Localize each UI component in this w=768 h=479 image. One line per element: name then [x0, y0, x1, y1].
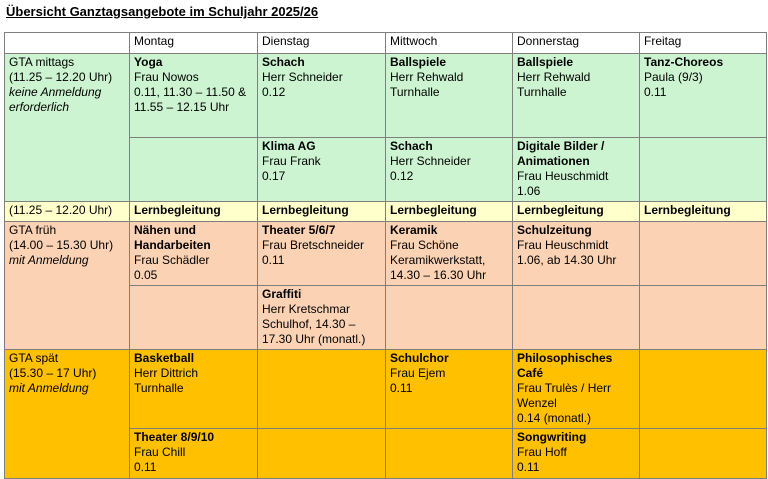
- activity-time: 14.30 – 16.30 Uhr: [390, 268, 487, 282]
- header-row: [5, 33, 767, 54]
- activity-cell: [513, 138, 640, 202]
- activity-name: Schach: [390, 139, 433, 153]
- activity-name: Theater 8/9/10: [134, 430, 215, 444]
- row-note: mit Anmeldung: [9, 381, 89, 395]
- activity-room: 0.14 (monatl.): [517, 411, 592, 425]
- activity-cell: [386, 350, 513, 429]
- frueh-row-1: [5, 222, 767, 286]
- row-time: (15.30 – 17 Uhr): [9, 366, 97, 380]
- row-time: (11.25 – 12.20 Uhr): [9, 70, 113, 84]
- activity-room: Schulhof, 14.30 –: [262, 317, 356, 331]
- header-day: Dienstag: [258, 33, 386, 54]
- activity-room: 0.11: [390, 381, 413, 395]
- row-time: (14.00 – 15.30 Uhr): [9, 238, 114, 252]
- activity-cell: [258, 222, 386, 286]
- activity-cell-empty: [640, 222, 767, 286]
- mittags-label-cell: [5, 54, 130, 202]
- activity-name: Keramik: [390, 223, 438, 237]
- spaet-row-1: [5, 350, 767, 429]
- activity-cell-empty: [513, 286, 640, 350]
- lernbegleitung-row: [5, 202, 767, 222]
- activity-teacher: Herr Kretschmar: [262, 302, 351, 316]
- header-day: Mittwoch: [386, 33, 513, 54]
- activity-name: Klima AG: [262, 139, 316, 153]
- activity-room: 0.11, 11.30 – 11.50 &: [134, 85, 247, 99]
- activity-name: Ballspiele: [390, 55, 447, 69]
- lern-cell: Lernbegleitung: [386, 202, 513, 222]
- activity-room: 0.12: [262, 85, 286, 99]
- activity-room: Turnhalle: [134, 381, 184, 395]
- activity-cell-empty: [130, 286, 258, 350]
- activity-name: Nähen und: [134, 223, 196, 237]
- activity-room: Keramikwerkstatt,: [390, 253, 486, 267]
- activity-teacher: Frau Trulès / Herr: [517, 381, 612, 395]
- activity-room: 1.06, ab 14.30 Uhr: [517, 253, 617, 267]
- activity-name: Ballspiele: [517, 55, 574, 69]
- activity-name: Animationen: [517, 154, 590, 168]
- header-corner: [5, 33, 130, 54]
- lern-cell: Lernbegleitung: [258, 202, 386, 222]
- activity-teacher: Frau Ejem: [390, 366, 446, 380]
- activity-teacher: Frau Heuschmidt: [517, 238, 609, 252]
- lern-cell: Lernbegleitung: [640, 202, 767, 222]
- activity-cell-empty: [386, 286, 513, 350]
- activity-room: 0.11: [262, 253, 285, 267]
- activity-teacher: Frau Heuschmidt: [517, 169, 609, 183]
- activity-cell: [513, 429, 640, 479]
- activity-name: Tanz-Choreos: [644, 55, 724, 69]
- schedule-table: [4, 32, 767, 479]
- row-note: erforderlich: [9, 100, 70, 114]
- activity-cell-empty: [258, 350, 386, 429]
- activity-room: 0.17: [262, 169, 286, 183]
- activity-cell: [258, 286, 386, 350]
- spaet-label-cell: [5, 350, 130, 479]
- activity-cell: [386, 138, 513, 202]
- activity-cell: [640, 54, 767, 138]
- activity-room: 0.11: [644, 85, 667, 99]
- page-title: Übersicht Ganztagsangebote im Schuljahr 2025/26: [6, 4, 319, 19]
- activity-teacher: Herr Schneider: [390, 154, 471, 168]
- lern-time-cell: (11.25 – 12.20 Uhr): [5, 202, 130, 222]
- activity-teacher: Frau Schöne: [390, 238, 459, 252]
- activity-room: Turnhalle: [517, 85, 567, 99]
- activity-cell: [130, 350, 258, 429]
- activity-teacher: Frau Schädler: [134, 253, 210, 267]
- lern-cell: Lernbegleitung: [130, 202, 258, 222]
- activity-cell: [513, 54, 640, 138]
- activity-name: Handarbeiten: [134, 238, 211, 252]
- activity-cell-empty: [386, 429, 513, 479]
- activity-teacher: Frau Hoff: [517, 445, 567, 459]
- activity-teacher: Herr Rehwald: [390, 70, 464, 84]
- activity-room: 1.06: [517, 184, 541, 198]
- row-note: keine Anmeldung: [9, 85, 102, 99]
- header-day: Freitag: [640, 33, 767, 54]
- activity-cell-empty: [130, 138, 258, 202]
- activity-teacher: Herr Dittrich: [134, 366, 199, 380]
- activity-cell: [130, 222, 258, 286]
- activity-name: Theater 5/6/7: [262, 223, 336, 237]
- activity-teacher: Paula (9/3): [644, 70, 703, 84]
- row-note: mit Anmeldung: [9, 253, 89, 267]
- activity-cell-empty: [640, 286, 767, 350]
- activity-teacher: Frau Bretschneider: [262, 238, 365, 252]
- activity-cell: [258, 138, 386, 202]
- activity-cell: [386, 54, 513, 138]
- row-label: GTA mittags: [9, 55, 75, 69]
- activity-name: Café: [517, 366, 544, 380]
- activity-name: Schulchor: [390, 351, 449, 365]
- activity-cell: [258, 54, 386, 138]
- activity-room: Turnhalle: [390, 85, 440, 99]
- activity-cell-empty: [640, 138, 767, 202]
- activity-teacher: Herr Rehwald: [517, 70, 591, 84]
- row-label: GTA früh: [9, 223, 57, 237]
- activity-cell-empty: [640, 350, 767, 429]
- activity-time: 17.30 Uhr (monatl.): [262, 332, 366, 346]
- activity-teacher: Frau Chill: [134, 445, 186, 459]
- activity-name: Graffiti: [262, 287, 302, 301]
- row-label: GTA spät: [9, 351, 59, 365]
- activity-name: Basketball: [134, 351, 195, 365]
- activity-name: Yoga: [134, 55, 163, 69]
- activity-cell-empty: [258, 429, 386, 479]
- header-day: Donnerstag: [513, 33, 640, 54]
- activity-name: Schach: [262, 55, 305, 69]
- activity-name: Philosophisches: [517, 351, 613, 365]
- activity-name: Songwriting: [517, 430, 587, 444]
- activity-time: 11.55 – 12.15 Uhr: [134, 100, 230, 114]
- activity-cell: [130, 54, 258, 138]
- activity-room: 0.11: [134, 460, 157, 474]
- activity-teacher: Frau Nowos: [134, 70, 199, 84]
- activity-name: Digitale Bilder /: [517, 139, 605, 153]
- activity-cell: [513, 222, 640, 286]
- mittags-row-1: [5, 54, 767, 138]
- activity-room: 0.11: [517, 460, 540, 474]
- activity-name: Schulzeitung: [517, 223, 592, 237]
- header-day: Montag: [130, 33, 258, 54]
- activity-cell: [386, 222, 513, 286]
- activity-cell: [130, 429, 258, 479]
- activity-cell: [513, 350, 640, 429]
- activity-teacher: Herr Schneider: [262, 70, 343, 84]
- activity-room: 0.12: [390, 169, 414, 183]
- activity-room: 0.05: [134, 268, 158, 282]
- lern-cell: Lernbegleitung: [513, 202, 640, 222]
- frueh-label-cell: [5, 222, 130, 350]
- activity-teacher: Wenzel: [517, 396, 557, 410]
- activity-teacher: Frau Frank: [262, 154, 321, 168]
- activity-cell-empty: [640, 429, 767, 479]
